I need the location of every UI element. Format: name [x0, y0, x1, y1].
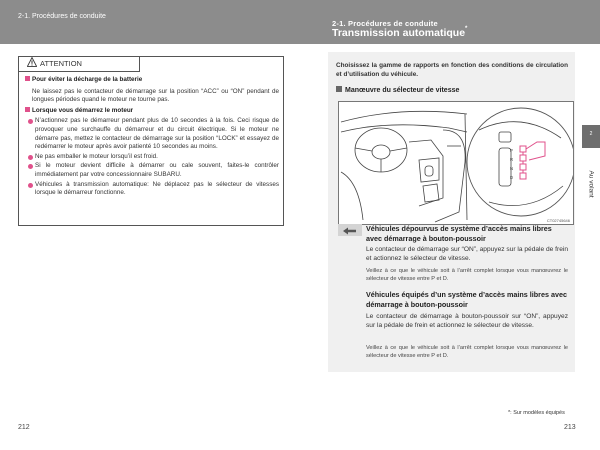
item1-text: Le contacteur de démarrage sur “ON”, appuyez sur la pédale de frein et actionnez le sélecteur de vitesse.	[366, 246, 568, 263]
section-engine-title: Lorsque vous démarrez le moteur	[32, 106, 134, 114]
item2-text: Le contacteur de démarrage à bouton-poussoir sur “ON”, appuyez sur la pédale de frein et actionnez le sélecteur de vitesse.	[366, 313, 568, 330]
bullet-text: Véhicules à transmission automatique: Ne déplacez pas le sélecteur de vitesses lorsque le démarreur fonctionne.	[35, 180, 279, 197]
page-number-right: 213	[564, 424, 576, 431]
arrow-marker	[338, 224, 362, 236]
chapter-tab-number: 2	[589, 131, 593, 137]
item1-note: Veillez à ce que le véhicule soit à l’arrêt complet lorsque vous manœuvrez le sélecteur de vitesse entre P et D.	[366, 268, 568, 283]
subheading-text: Manœuvre du sélecteur de vitesse	[345, 87, 460, 94]
page-title: Transmission automatique	[332, 27, 466, 39]
left-header-text: 2-1. Procédures de conduite	[18, 13, 106, 20]
pink-square-icon	[25, 76, 30, 81]
chapter-tab	[582, 125, 600, 148]
bullet-text: Ne pas emballer le moteur lorsqu’il est froid.	[35, 152, 158, 160]
bullet-item	[25, 117, 279, 151]
shift-position-r: R	[510, 157, 514, 162]
bullet-text: Si le moteur devient difficile à démarrer ou cale souvent, faites-le contrôler immédiatement par votre concessionnaire SUBARU.	[35, 162, 279, 178]
right-header-section: 2-1. Procédures de conduite	[332, 19, 438, 28]
left-arrow-icon	[338, 225, 362, 237]
bullet-dot-icon	[28, 164, 33, 169]
bullet-item	[25, 162, 279, 179]
shift-position-d: D	[510, 175, 514, 180]
item1-title: Véhicules dépourvus de système d’accès mains libres avec démarrage à bouton-poussoir	[366, 224, 552, 243]
attention-body	[25, 75, 279, 198]
gray-square-icon	[336, 86, 342, 92]
right-header	[300, 0, 600, 44]
footnote: *: Sur modèles équipés	[508, 410, 565, 416]
bullet-dot-icon	[28, 155, 33, 160]
intro-text: Choisissez la gamme de rapports en fonction des conditions de circulation et d’utilisation du véhicule.	[336, 62, 568, 78]
subheading	[336, 86, 459, 94]
section-battery-title: Pour éviter la décharge de la batterie	[32, 76, 143, 83]
right-page	[300, 0, 600, 450]
bullet-dot-icon	[28, 119, 33, 124]
section-battery-text: Ne laissez pas le contacteur de démarrage sur la position “ACC” ou “ON” pendant de longues périodes quand le moteur ne tourne pas.	[32, 87, 279, 104]
shift-lever-illustration	[338, 101, 574, 225]
bullet-item	[25, 181, 279, 198]
page-number-left: 212	[18, 424, 30, 431]
pink-square-icon	[25, 107, 30, 112]
bullet-dot-icon	[28, 183, 33, 188]
car-interior-drawing	[339, 102, 573, 224]
attention-box	[18, 56, 284, 226]
shift-position-n: N	[510, 166, 514, 171]
attention-title: ATTENTION	[40, 59, 82, 68]
attention-title-box	[19, 57, 140, 72]
section-battery-heading	[25, 76, 279, 85]
left-header	[0, 0, 300, 44]
warning-triangle-icon	[27, 57, 37, 67]
item2-note: Veillez à ce que le véhicule soit à l’arrêt complet lorsque vous manœuvrez le sélecteur de vitesse entre P et D.	[366, 345, 568, 360]
shift-position-p: P	[510, 148, 513, 153]
chapter-tab-label: Au volant	[587, 170, 595, 198]
illustration-code: CT02745646	[546, 218, 570, 223]
title-footnote-mark: *	[465, 26, 468, 32]
right-header-title	[332, 27, 467, 39]
section-engine-heading	[25, 107, 279, 116]
item2-title: Véhicules équipés d’un système d’accès mains libres avec démarrage à bouton-poussoir	[366, 290, 567, 309]
bullet-text: N’actionnez pas le démarreur pendant plus de 10 secondes à la fois. Ceci risque de provoquer une surchauffe du démarreur et du circuit électrique. Si le moteur ne démarre pas, mettez le contacteur de démarrage sur la position “LOCK” et essayez de redémarrer le moteur après avoir patienté 10 secondes au moins.	[35, 117, 279, 151]
bullet-item	[25, 153, 279, 162]
